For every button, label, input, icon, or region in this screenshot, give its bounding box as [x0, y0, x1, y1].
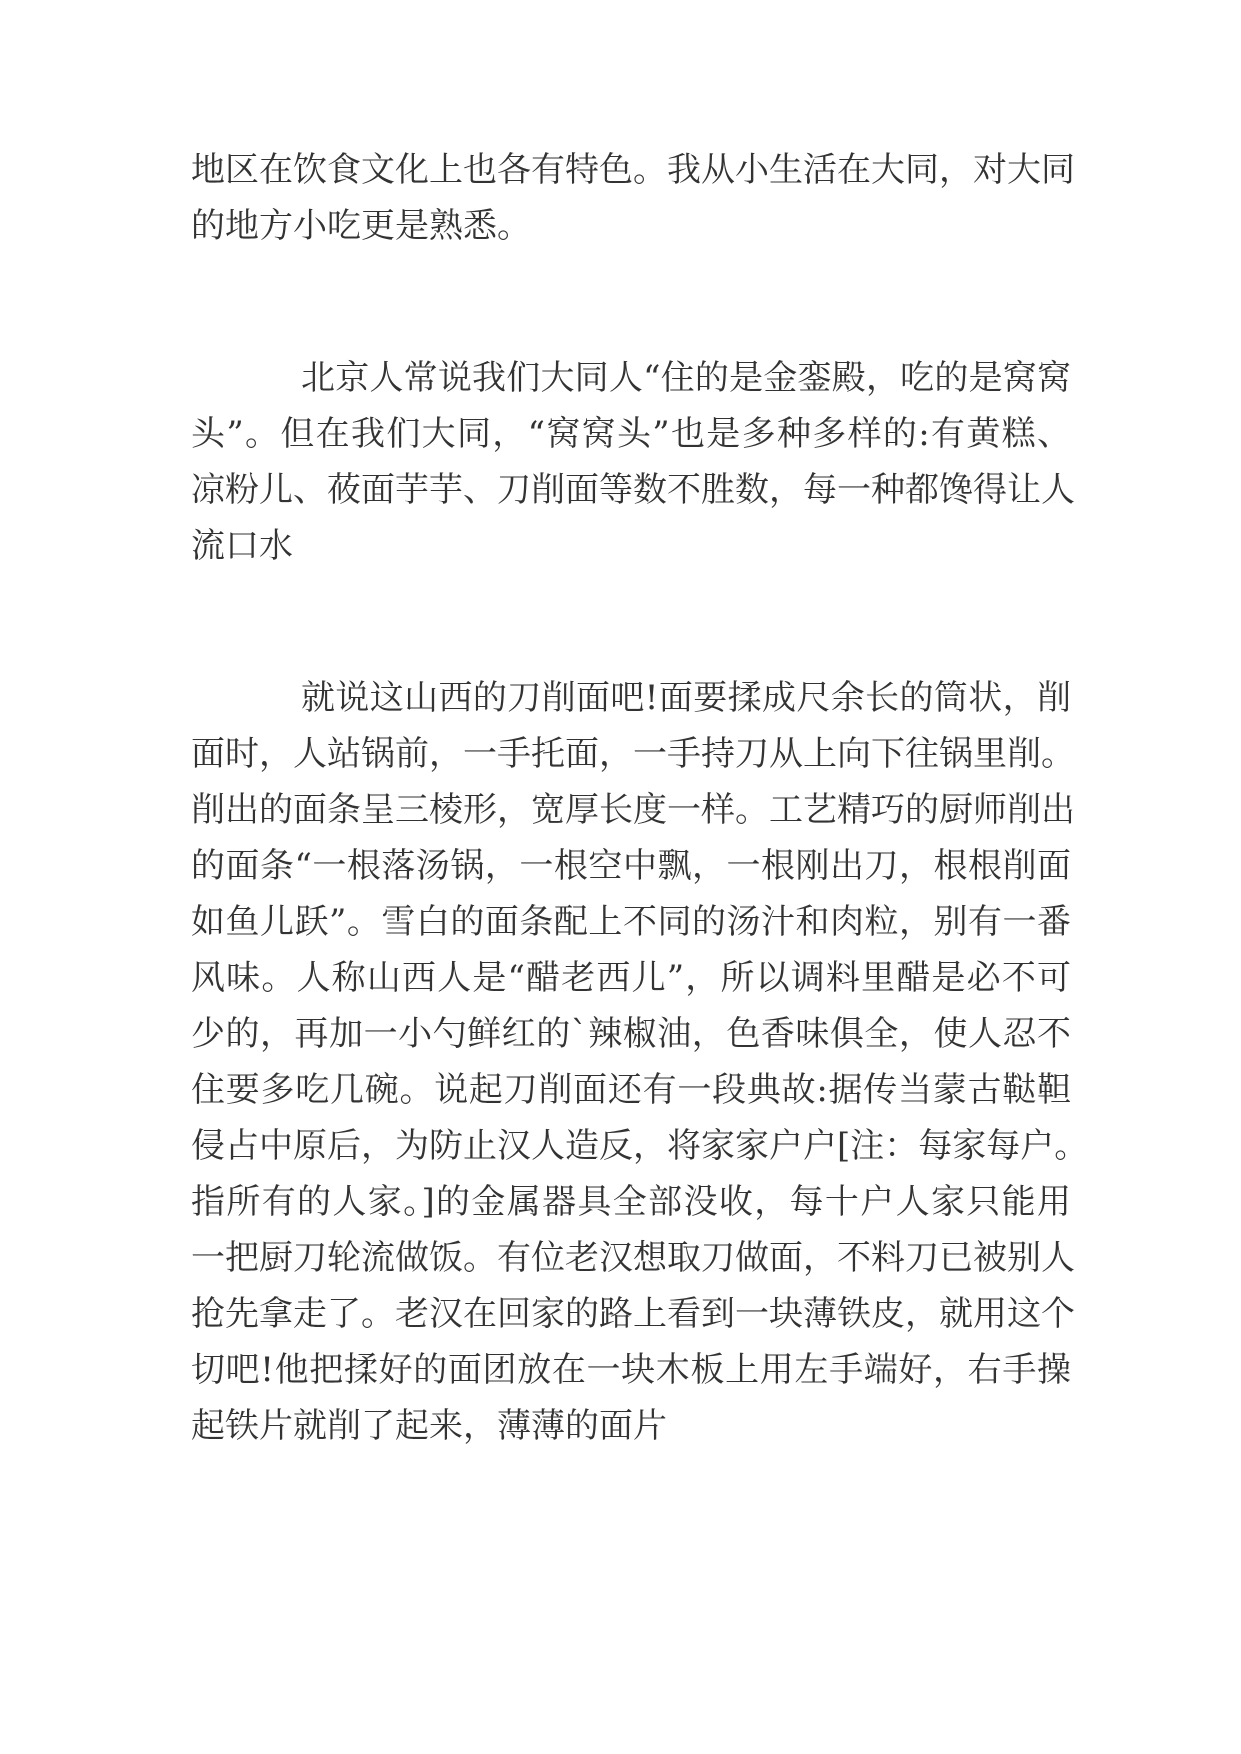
paragraph-2-line-4: 流口水 [191, 526, 293, 566]
paragraph-2-line-2: 头”。但在我们大同，“窝窝头”也是多种多样的:有黄糕、 [191, 414, 1071, 454]
paragraph-3-line-5: 如鱼儿跃”。雪白的面条配上不同的汤汁和肉粒，别有一番 [191, 902, 1071, 942]
paragraph-3-line-9: 侵占中原后，为防止汉人造反，将家家户户[注：每家每户。 [191, 1126, 1089, 1166]
paragraph-1-line-1: 地区在饮食文化上也各有特色。我从小生活在大同，对大同 [191, 150, 1075, 190]
paragraph-3-line-4: 的面条“一根落汤锅，一根空中飘，一根刚出刀，根根削面 [191, 846, 1071, 886]
paragraph-3-line-11: 一把厨刀轮流做饭。有位老汉想取刀做面，不料刀已被别人 [191, 1238, 1075, 1278]
paragraph-1-line-2: 的地方小吃更是熟悉。 [191, 206, 531, 246]
paragraph-3-line-2: 面时，人站锅前，一手托面，一手持刀从上向下往锅里削。 [191, 734, 1075, 774]
paragraph-3-line-8: 住要多吃几碗。说起刀削面还有一段典故:据传当蒙古鞑靼 [191, 1070, 1071, 1110]
paragraph-3-line-3: 削出的面条呈三棱形，宽厚长度一样。工艺精巧的厨师削出 [191, 790, 1075, 830]
paragraph-3-line-1: 就说这山西的刀削面吧!面要揉成尺余长的筒状，削 [301, 678, 1071, 718]
paragraph-2-line-1: 北京人常说我们大同人“住的是金銮殿，吃的是窝窝 [301, 358, 1071, 398]
paragraph-3-line-6: 风味。人称山西人是“醋老西儿”，所以调料里醋是必不可 [191, 958, 1071, 998]
paragraph-3-line-10: 指所有的人家。]的金属器具全部没收，每十户人家只能用 [191, 1182, 1071, 1222]
paragraph-3-line-14: 起铁片就削了起来，薄薄的面片 [191, 1406, 667, 1446]
paragraph-3-line-13: 切吧!他把揉好的面团放在一块木板上用左手端好，右手操 [191, 1350, 1071, 1390]
paragraph-3-line-7: 少的，再加一小勺鲜红的`辣椒油，色香味俱全，使人忍不 [191, 1014, 1071, 1054]
paragraph-3-line-12: 抢先拿走了。老汉在回家的路上看到一块薄铁皮，就用这个 [191, 1294, 1075, 1334]
paragraph-2-line-3: 凉粉儿、莜面芋芋、刀削面等数不胜数，每一种都馋得让人 [191, 470, 1075, 510]
